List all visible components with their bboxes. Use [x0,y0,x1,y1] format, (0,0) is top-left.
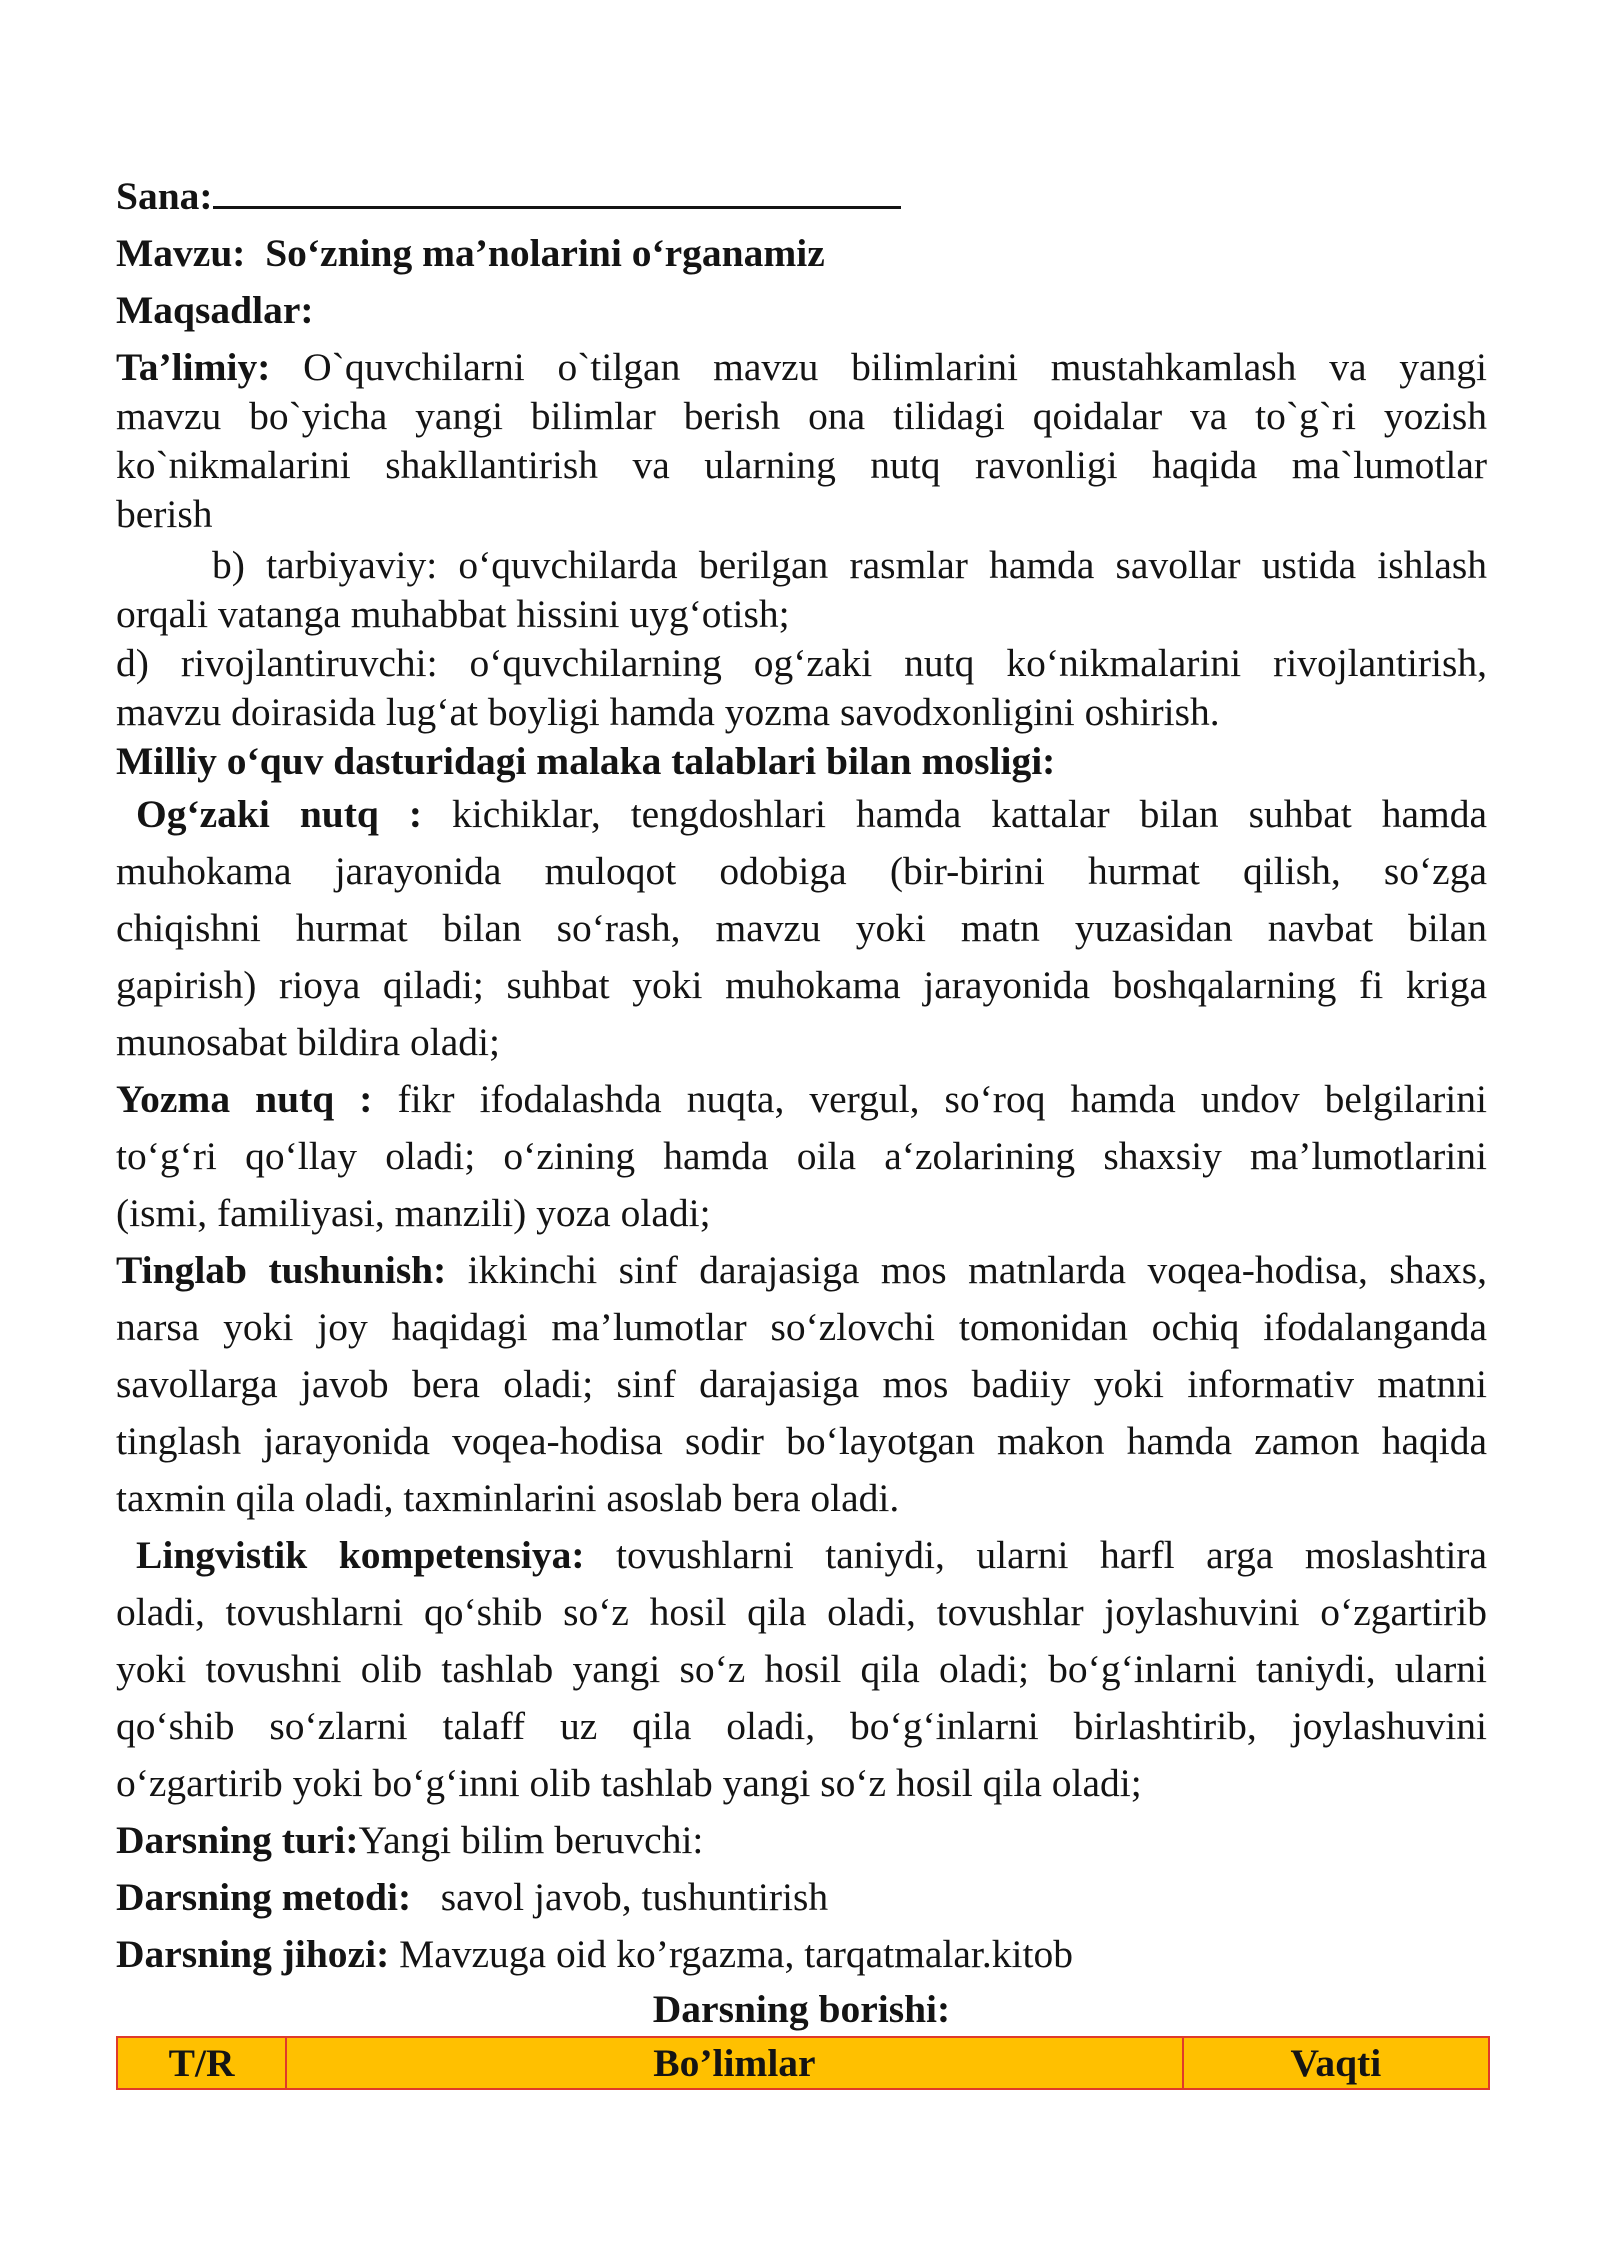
linguistic-block [116,1527,1487,1812]
topic-value: So‘zning ma’nolarini o‘rganamiz [265,231,825,275]
oral-line-3: chiqishni hurmat bilan so‘rash, mavzu yoki matn yuzasidan navbat bilan [116,906,1487,950]
listening-line-1 [116,1242,1487,1299]
listening-line-4: tinglash jarayonida voqea-hodisa sodir bo‘layotgan makon hamda zamon haqida [116,1419,1487,1463]
listening-label: Tinglab tushunish: [116,1248,447,1292]
linguistic-text-1: tovushlarni taniydi, ularni harfl arga moslashtira [616,1533,1487,1577]
oral-line-5: munosabat bildira oladi; [116,1020,500,1064]
educational-text-1: O`quvchilarni o`tilgan mavzu bilimlarini mustahkamlash va yangi [303,345,1488,389]
topic-label: Mavzu: [116,231,246,275]
header-cell-time: Vaqti [1183,2037,1489,2089]
written-label: Yozma nutq : [116,1077,373,1121]
listening-line-3: savollarga javob bera oladi; sinf darajasiga mos badiiy yoki informativ matnni [116,1362,1487,1406]
lesson-equipment-label: Darsning jihozi: [116,1932,390,1976]
educational-line-3: ko`nikmalarini shakllantirish va ularning nutq ravonligi haqida ma`lumotlar [116,443,1487,487]
oral-speech-block [116,786,1487,1071]
linguistic-line-4: qo‘shib so‘zlarni talaff uz qila oladi, bo‘g‘inlarni birlashtirib, joylashuvini [116,1704,1487,1748]
header-cell-number: T/R [117,2037,286,2089]
written-line-3: (ismi, familiyasi, manzili) yoza oladi; [116,1191,711,1235]
lesson-method-label: Darsning metodi: [116,1875,412,1919]
listening-block [116,1242,1487,1527]
oral-label: Og‘zaki nutq : [136,792,423,836]
developmental-line-1: d) rivojlantiruvchi: o‘quvchilarning og‘zaki nutq ko‘nikmalarini rivojlantirish, [116,641,1487,685]
educational-line-4: berish [116,492,213,536]
oral-line-4: gapirish) rioya qiladi; suhbat yoki muhokama jarayonida boshqalarning fi kriga [116,963,1487,1007]
listening-line-2: narsa yoki joy haqidagi ma’lumotlar so‘zlovchi tomonidan ochiq ifodalanganda [116,1305,1487,1349]
date-line [116,168,1487,225]
developmental-goal [116,639,1487,737]
oral-text-1: kichiklar, tengdoshlari hamda kattalar bilan suhbat hamda [452,792,1487,836]
date-label: Sana: [116,174,213,218]
compliance-heading-text: Milliy o‘quv dasturidagi malaka talablari bilan mosligi: [116,739,1056,783]
linguistic-line-3: yoki tovushni olib tashlab yangi so‘z hosil qila oladi; bo‘g‘inlarni taniydi, ularni [116,1647,1487,1691]
lesson-equipment-value: Mavzuga oid ko’rgazma, tarqatmalar.kitob [399,1932,1073,1976]
goals-heading [116,282,1487,339]
listening-line-5: taxmin qila oladi, taxminlarini asoslab bera oladi. [116,1476,900,1520]
goals-label: Maqsadlar: [116,288,314,332]
header-cell-sections: Bo’limlar [286,2037,1182,2089]
linguistic-line-1 [116,1527,1487,1584]
written-speech-block [116,1071,1487,1242]
linguistic-line-5: o‘zgartirib yoki bo‘g‘inni olib tashlab yangi so‘z hosil qila oladi; [116,1761,1142,1805]
educational-line-1 [116,343,1487,392]
written-text-1: fikr ifodalashda nuqta, vergul, so‘roq hamda undov belgilarini [397,1077,1488,1121]
written-line-1 [116,1071,1487,1128]
developmental-line-2: mavzu doirasida lug‘at boyligi hamda yozma savodxonligini oshirish. [116,690,1220,734]
table-header-row [117,2037,1489,2089]
compliance-heading [116,737,1487,786]
upbringing-goal [116,541,1487,639]
educational-goal [116,343,1487,539]
lesson-equipment-line [116,1926,1487,1983]
educational-label: Ta’limiy: [116,345,271,389]
linguistic-label: Lingvistik kompetensiya: [136,1533,585,1577]
listening-text-1: ikkinchi sinf darajasiga mos matnlarda voqea-hodisa, shaxs, [467,1248,1488,1292]
date-blank[interactable] [213,168,901,209]
educational-line-2: mavzu bo`yicha yangi bilimlar berish ona tilidagi qoidalar va to`g`ri yozish [116,394,1487,438]
lesson-method-value: savol javob, tushuntirish [440,1875,829,1919]
written-line-2: to‘g‘ri qo‘llay oladi; o‘zining hamda oila a‘zolarining shaxsiy ma’lumotlarini [116,1134,1487,1178]
lesson-type-line [116,1812,1487,1869]
linguistic-line-2: oladi, tovushlarni qo‘shib so‘z hosil qila oladi, tovushlar joylashuvini o‘zgartirib [116,1590,1487,1634]
lesson-method-line [116,1869,1487,1926]
upbringing-line-1: b) tarbiyaviy: o‘quvchilarda berilgan rasmlar hamda savollar ustida ishlash [212,543,1487,587]
oral-line-2: muhokama jarayonida muloqot odobiga (bir-birini hurmat qilish, so‘zga [116,849,1487,893]
oral-line-1 [116,786,1487,843]
lesson-schedule-table [116,2036,1490,2090]
lesson-progress-title: Darsning borishi: [652,1987,951,2031]
lesson-type-value: Yangi bilim beruvchi: [358,1818,704,1862]
lesson-type-label: Darsning turi: [116,1818,359,1862]
upbringing-line-2: orqali vatanga muhabbat hissini uyg‘otish; [116,592,790,636]
topic-line [116,225,1487,282]
